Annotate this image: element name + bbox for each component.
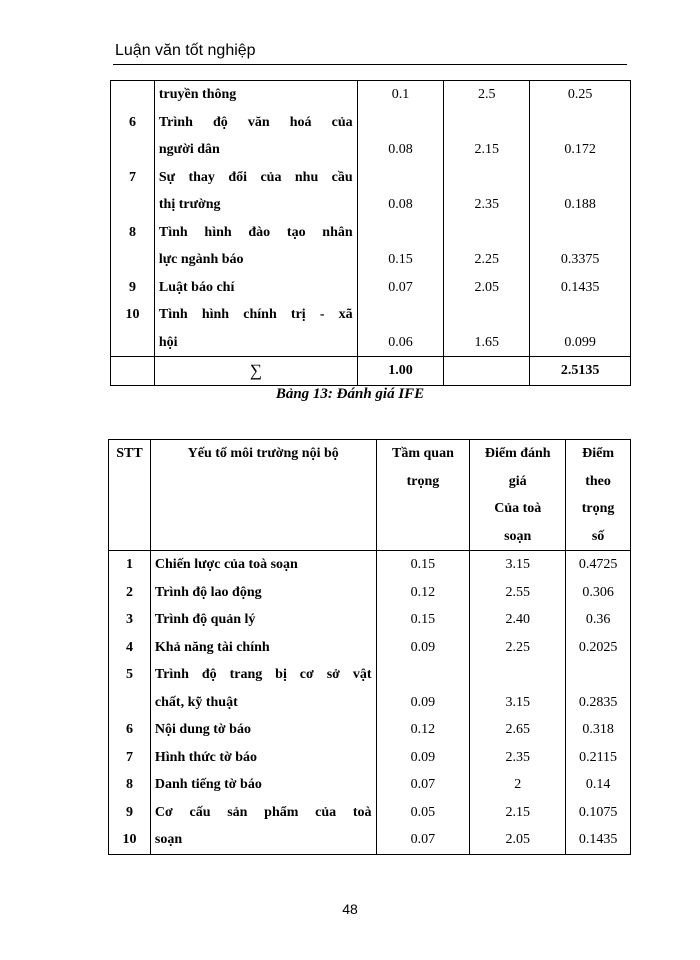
table-row [109,551,631,855]
header-row [109,440,631,551]
score-column: 3.15 2.55 2.40 2.25 3.15 2.65 2.35 2 2.15 2.05 [470,551,566,855]
header-score: Điểm đánh giá Của toà soạn [470,440,566,551]
factor-column: Chiến lược của toà soạn Trình độ lao động Trình độ quản lý Khả năng tài chính Trình độ trang bị cơ sở vật chất, kỹ thuật Nội dung tờ báo Hình thức tờ báo Danh tiếng tờ báo Cơ cấu sản phẩm của toà soạn [150,551,376,855]
stt-column: 6 7 8 9 10 [111,81,155,357]
ife-table [108,439,631,855]
table-row [111,81,631,357]
factor-column: truyền thông Trình độ văn hoá của người dân Sự thay đổi của nhu cầu thị trường Tình hình đào tạo nhân lực ngành báo Luật báo chí Tình hình chính trị - xã hội [154,81,357,357]
external-factors-table [110,80,631,386]
header-stt: STT [109,440,151,551]
sum-symbol: ∑ [154,357,357,386]
table-caption: Bảng 13: Đánh giá IFE [275,386,425,402]
header-rule [113,64,627,65]
page-header: Luận văn tốt nghiệp [115,42,256,59]
weighted-column: 0.4725 0.306 0.36 0.2025 0.2835 0.318 0.2115 0.14 0.1075 0.1435 [566,551,631,855]
score-column: 2.5 2.15 2.35 2.25 2.05 1.65 [444,81,530,357]
importance-column: 0.15 0.12 0.15 0.09 0.09 0.12 0.09 0.07 0.05 0.07 [376,551,470,855]
header-importance: Tầm quan trọng [376,440,470,551]
page-number: 48 [342,901,358,917]
header-weighted: Điểm theo trọng số [566,440,631,551]
weighted-column: 0.25 0.172 0.188 0.3375 0.1435 0.099 [530,81,631,357]
stt-column: 1 2 3 4 5 6 7 8 9 10 [109,551,151,855]
header-factor: Yếu tố môi trường nội bộ [150,440,376,551]
total-row: ∑ 1.00 2.5135 [111,357,631,386]
importance-column: 0.1 0.08 0.08 0.15 0.07 0.06 [357,81,444,357]
